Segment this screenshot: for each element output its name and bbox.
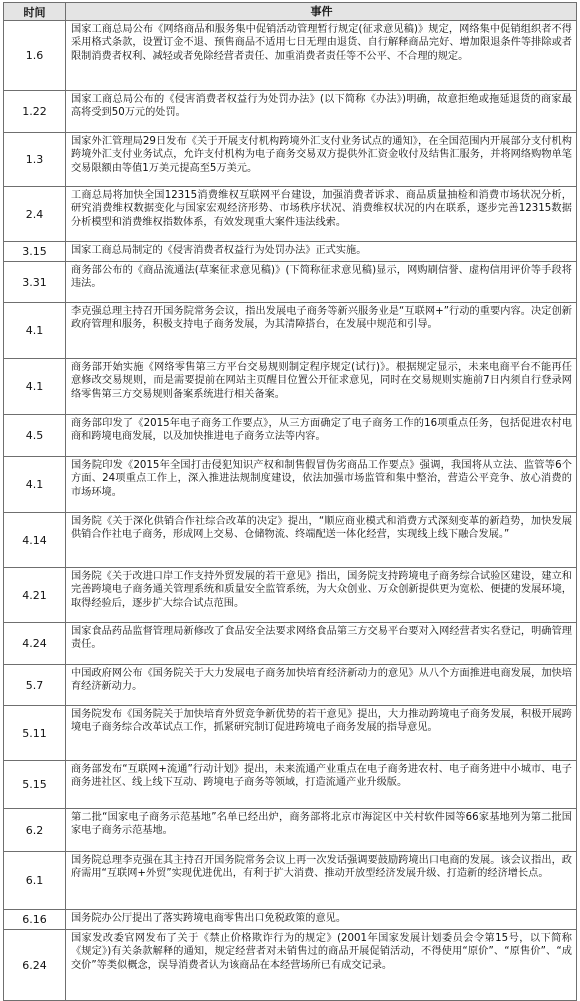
row-date: 6.2 [4, 809, 66, 851]
row-date: 4.24 [4, 623, 66, 664]
table-row [4, 187, 576, 242]
table-row [4, 761, 576, 809]
table-row [4, 262, 576, 303]
row-date: 4.5 [4, 415, 66, 456]
row-event: 国家工商总局公布的《侵害消费者权益行为处罚办法》(以下简称《办法》)明确，故意拒绝或拖延退货的商家最高将受到50万元的处罚。 [71, 94, 572, 119]
table-row [4, 21, 576, 91]
row-date: 3.15 [4, 242, 66, 261]
row-event: 商务部印发了《2015年电子商务工作要点》，从三方面确定了电子商务工作的16项重点任务，包括促进农村电商和跨境电商发展，以及加快推进电子商务立法等内容。 [71, 418, 572, 443]
row-event: 国家食品药品监督管理局新修改了食品安全法要求网络食品第三方交易平台要对入网经营者实名登记，明确管理责任。 [71, 626, 572, 651]
row-date: 1.22 [4, 91, 66, 132]
row-date: 4.1 [4, 457, 66, 512]
row-event: 国务院发布《国务院关于加快培育外贸竞争新优势的若干意见》提出，大力推动跨境电子商务发展，积极开展跨境电子商务综合改革试点工作，抓紧研究制订促进跨境电子商务发展的指导意见。 [71, 709, 572, 734]
row-event: 第二批“国家电子商务示范基地”名单已经出炉，商务部将北京市海淀区中关村软件园等66家基地列为第二批国家电子商务示范基地。 [71, 812, 572, 837]
row-event: 商务部发布“互联网+流通”行动计划》提出，未来流通产业重点在电子商务进农村、电子商务进中小城市、电子商务进社区、线上线下互动、跨境电子商务等领域，打造流通产业升级版。 [71, 764, 572, 789]
row-event: 国务院《关于改进口岸工作支持外贸发展的若干意见》指出，国务院支持跨境电子商务综合试验区建设，建立和完善跨境电子商务通关管理系统和质量安全监管系统，为大众创业、万众创新提供更为宽松、便捷的发展环境，取得经验后，逐步扩大综合试点范围。 [71, 571, 572, 609]
row-event: 中国政府网公布《国务院关于大力发展电子商务加快培育经济新动力的意见》从八个方面推进电商发展，加快培育经济新动力。 [71, 668, 572, 693]
row-date: 5.15 [4, 761, 66, 808]
row-event: 商务部开始实施《网络零售第三方平台交易规则制定程序规定(试行)》。根据规定显示，未来电商平台不能再任意修改交易规则，而是需要提前在网站主页醒目位置公开征求意见，同时在交易规则实施前7日内须自行登录网络零售第三方交易规则备案系统进行相关备案。 [71, 362, 572, 400]
table-row [4, 242, 576, 262]
row-event: 国务院《关于深化供销合作社综合改革的决定》提出，“顺应商业模式和消费方式深刻变革的新趋势，加快发展供销合作社电子商务，形成网上交易、仓储物流、终端配送一体化经营，实现线上线下融合发展。” [71, 516, 572, 541]
row-event: 国家工商总局公布《网络商品和服务集中促销活动管理暂行规定(征求意见稿)》规定，网络集中促销组织者不得采用格式条款，设置订金不退、预售商品不适用七日无理由退货、自行解释商品完好、增加限退条件等排除或者限制消费者权利、减轻或者免除经营者责任、加重消费者责任等不公平、不合理的规定。 [71, 24, 572, 62]
row-date: 5.11 [4, 706, 66, 760]
row-date: 3.31 [4, 262, 66, 302]
row-date: 4.1 [4, 359, 66, 414]
row-date: 6.1 [4, 852, 66, 909]
table-row [4, 623, 576, 665]
row-event: 国务院印发《2015年全国打击侵犯知识产权和制售假冒伪劣商品工作要点》强调，我国将从立法、监管等6个方面、24项重点工作上，深入推进法规制度建设，依法加强市场监管和集中整治，营造公平竞争、放心消费的市场环境。 [71, 460, 572, 498]
row-event: 商务部公布的《商品流通法(草案征求意见稿)》(下简称征求意见稿)显示，网购刷信誉、虚构信用评价等手段将违法。 [71, 265, 572, 290]
table-row [4, 706, 576, 761]
table-row [4, 809, 576, 852]
row-date: 6.24 [4, 930, 66, 1000]
row-date: 1.6 [4, 21, 66, 90]
table-row [4, 513, 576, 568]
table-row [4, 665, 576, 706]
row-event: 国务院总理李克强在其主持召开国务院常务会议上再一次发话强调要鼓励跨境出口电商的发展。该会议指出，政府需用“互联网+外贸”实现优进优出，有利于扩大消费、推动开放型经济发展升级、打造新的经济增长点。 [71, 855, 572, 880]
row-event: 李克强总理主持召开国务院常务会议，指出发展电子商务等新兴服务业是“互联网+”行动的重要内容。决定创新政府管理和服务，积极支持电子商务发展，为其清障搭台，在发展中规范和引导。 [71, 306, 572, 331]
header-event: 事件 [310, 5, 333, 19]
row-event: 国家发改委官网发布了关于《禁止价格欺诈行为的规定》(2001年国家发展计划委员会令第15号，以下简称《规定》)有关条款解释的通知，规定经营者对未销售过的商品开展促销活动，不得使用“原价”、“原售价”、“成交价”等类似概念，误导消费者认为该商品在本经营场所已有成交记录。 [71, 933, 572, 971]
row-event: 国务院办公厅提出了落实跨境电商零售出口免税政策的意见。 [71, 913, 347, 924]
row-date: 4.21 [4, 568, 66, 622]
row-date: 4.1 [4, 303, 66, 358]
table-row [4, 457, 576, 513]
table-row [4, 415, 576, 457]
table-row [4, 910, 576, 930]
row-event: 国家外汇管理局29日发布《关于开展支付机构跨境外汇支付业务试点的通知》，在全国范围内开展部分支付机构跨境外汇支付业务试点，允许支付机构为电子商务交易双方提供外汇资金收付及结售汇服务，并将网络购物单笔交易限额由等值1万美元提高至5万美元。 [71, 136, 572, 174]
row-date: 1.3 [4, 133, 66, 186]
table-row [4, 303, 576, 359]
row-event: 工商总局将加快全国12315消费维权互联网平台建设，加强消费者诉求、商品质量抽检和消费市场状况分析，研究消费维权数据变化与国家宏观经济形势、市场秩序状况、消费维权状况的内在联系，逐步完善12315数据分析模型和消费维权指数体系，有效发现重大案件违法线索。 [71, 190, 572, 228]
table-header [4, 3, 576, 21]
events-table [3, 2, 577, 1001]
row-date: 6.16 [4, 910, 66, 929]
row-date: 5.7 [4, 665, 66, 705]
table-row [4, 133, 576, 187]
row-date: 4.14 [4, 513, 66, 567]
table-row [4, 568, 576, 623]
row-date: 2.4 [4, 187, 66, 241]
row-event: 国家工商总局制定的《侵害消费者权益行为处罚办法》正式实施。 [71, 245, 367, 256]
table-row [4, 91, 576, 133]
table-row [4, 359, 576, 415]
header-date: 时间 [4, 3, 66, 20]
table-row [4, 852, 576, 910]
